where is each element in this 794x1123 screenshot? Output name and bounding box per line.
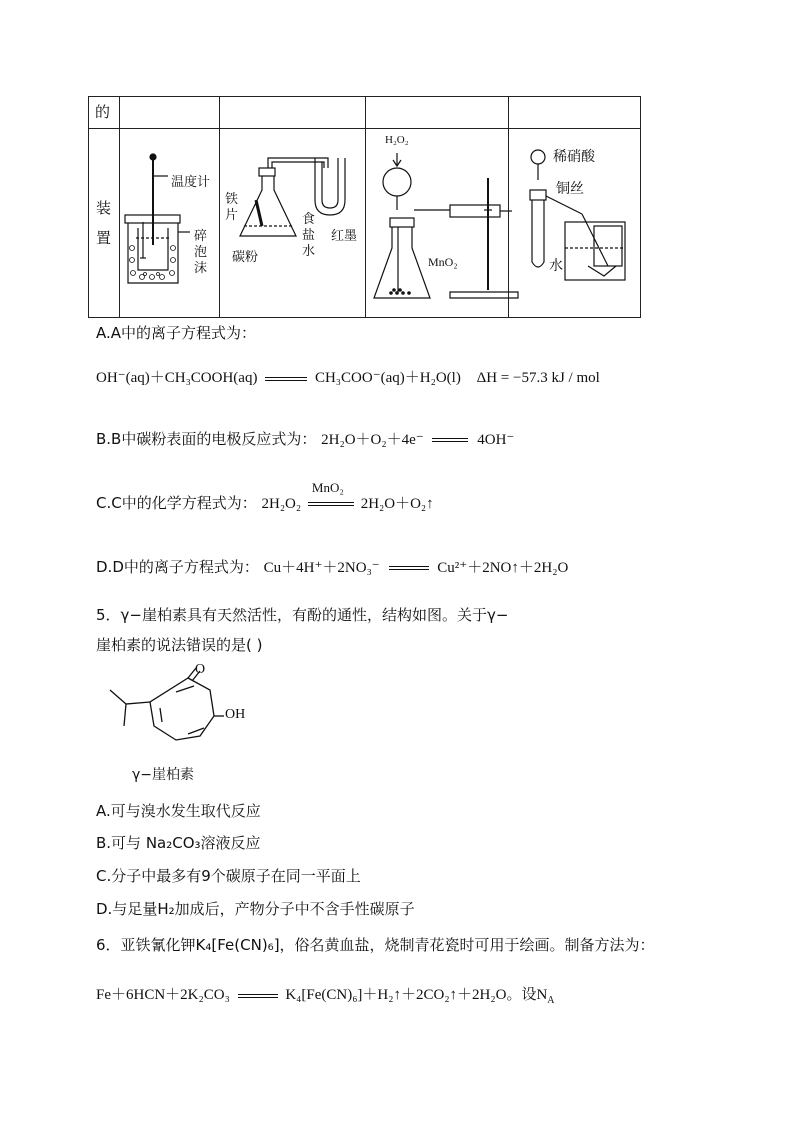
option-c-left: 2H₂O₂	[261, 496, 302, 512]
q5-option-d: D.与足量H₂加成后，产物分子中不含手性碳原子	[96, 900, 415, 918]
hydroxyl-oh: OH	[225, 707, 246, 722]
h2o2-label: H₂O₂	[385, 134, 409, 146]
q6-na-sub: A	[547, 995, 555, 1006]
equals-arrow	[238, 994, 278, 998]
q6-line1: 6．亚铁氰化钾K₄[Fe(CN)₆]，俗名黄血盐，烧制青花瓷时可用于绘画。制备方法为：	[96, 936, 655, 954]
q5-line2: 崖柏素的说法错误的是( )	[96, 636, 263, 654]
salt-label-3: 水	[302, 244, 316, 259]
equals-arrow	[308, 502, 354, 506]
thermometer-label: 温度计	[171, 175, 211, 190]
nitric-acid-diagram	[530, 150, 625, 280]
option-c-label: C.C中的化学方程式为：	[96, 494, 257, 512]
q5-option-b: B.可与 Na₂CO₃溶液反应	[96, 834, 261, 852]
q5-option-a: A.可与溴水发生取代反应	[96, 802, 261, 820]
acid-label: 稀硝酸	[553, 149, 595, 165]
option-a-dh: ΔH = −57.3 kJ / mol	[476, 370, 600, 386]
option-c	[96, 479, 434, 513]
equals-arrow	[432, 438, 468, 442]
salt-label-2: 盐	[302, 228, 316, 243]
option-c-catalyst: MnO₂	[311, 479, 344, 495]
flask-utube-diagram	[240, 158, 345, 236]
row2-label-1: 装	[96, 199, 112, 217]
mno2-particles	[389, 288, 411, 295]
ink-label: 红墨	[331, 229, 358, 244]
option-b-left: 2H₂O＋O₂＋4e⁻	[321, 432, 424, 448]
copper-label: 铜丝	[556, 181, 584, 197]
foam-label-2: 泡	[194, 245, 208, 260]
iron-label-1: 铁	[225, 192, 239, 207]
option-a-label: A.A中的离子方程式为：	[96, 324, 257, 342]
equals-arrow	[265, 377, 307, 381]
option-b	[96, 428, 514, 449]
option-b-right: 4OH⁻	[477, 432, 515, 448]
option-d-label: D.D中的离子方程式为：	[96, 558, 259, 576]
option-d	[96, 556, 568, 577]
option-d-right: Cu²⁺＋2NO↑＋2H₂O	[437, 560, 569, 576]
iron-label-2: 片	[225, 208, 239, 223]
apparatus-drawings	[0, 0, 794, 330]
q5-option-c: C.分子中最多有9个碳原子在同一平面上	[96, 867, 361, 885]
option-a-equation	[96, 366, 600, 387]
water-label: 水	[549, 258, 563, 274]
q6-eq-right: K₄[Fe(CN)₆]＋H₂↑＋2CO₂↑＋2H₂O。设N	[285, 987, 548, 1003]
option-b-label: B.B中碳粉表面的电极反应式为：	[96, 430, 317, 448]
option-d-left: Cu＋4H⁺＋2NO₃⁻	[263, 560, 380, 576]
foam-label-3: 沫	[194, 261, 208, 276]
carbonyl-o: O	[195, 662, 206, 677]
foam-label-1: 碎	[194, 229, 208, 244]
gas-generation-diagram	[374, 153, 518, 298]
row2-label-2: 置	[96, 229, 112, 247]
q6-equation	[96, 983, 555, 1006]
q5-line1: 5．γ−崖柏素具有天然活性，有酚的通性，结构如图。关于γ−	[96, 606, 509, 624]
salt-label-1: 食	[302, 212, 316, 227]
mno2-label: MnO₂	[428, 255, 458, 269]
option-c-right: 2H₂O＋O₂↑	[360, 496, 434, 512]
q6-eq-left: Fe＋6HCN＋2K₂CO₃	[96, 987, 230, 1003]
row1-label: 的	[95, 103, 111, 121]
option-a-right: CH₃COO⁻(aq)＋H₂O(l)	[314, 370, 461, 386]
carbon-label: 碳粉	[232, 250, 259, 265]
option-a-left: OH⁻(aq)＋CH₃COOH(aq)	[96, 370, 258, 386]
equals-arrow	[389, 566, 429, 570]
molecule-name: γ−崖柏素	[132, 767, 195, 783]
